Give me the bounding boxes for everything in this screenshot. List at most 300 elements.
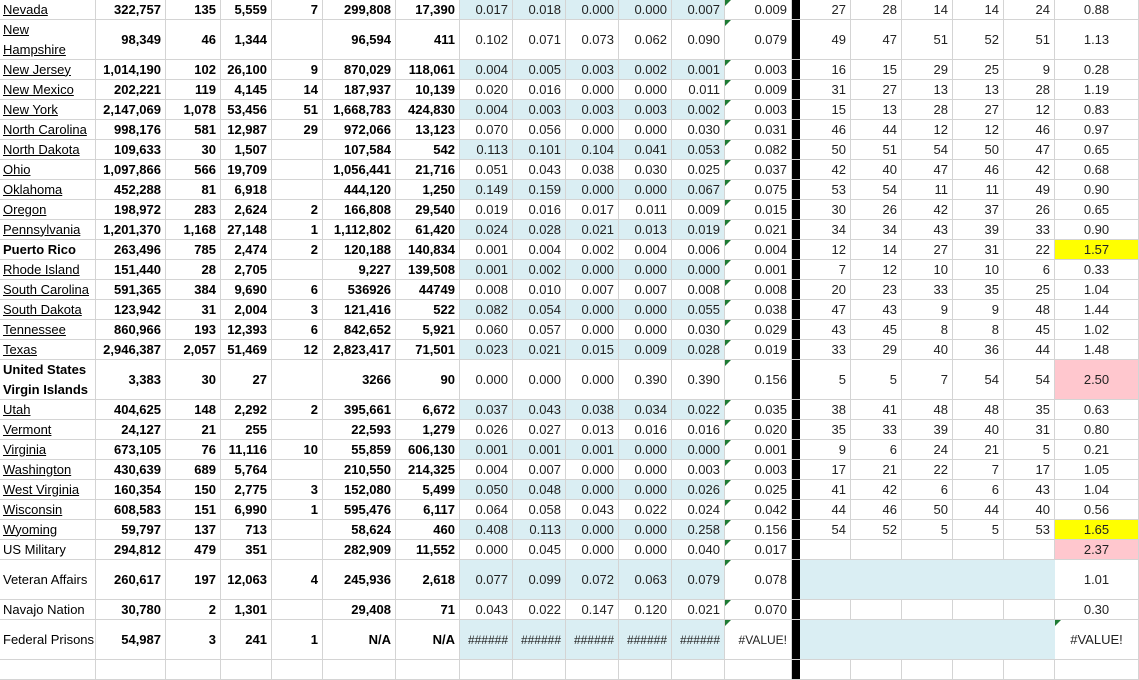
empty-cell[interactable] bbox=[619, 660, 672, 679]
rate-cell[interactable]: 0.000 bbox=[619, 440, 672, 459]
rank-cell[interactable]: 42 bbox=[800, 160, 851, 179]
rate-cell[interactable]: 0.016 bbox=[513, 80, 566, 99]
ratio-cell[interactable]: 0.90 bbox=[1055, 220, 1139, 239]
count-cell[interactable]: 118,061 bbox=[396, 60, 460, 79]
rate-cell[interactable]: 0.070 bbox=[460, 120, 513, 139]
rank-cell[interactable] bbox=[902, 600, 953, 619]
count-cell[interactable]: 673,105 bbox=[96, 440, 166, 459]
average-cell[interactable]: 0.008 bbox=[725, 280, 792, 299]
count-cell[interactable]: 1 bbox=[272, 220, 323, 239]
average-cell[interactable]: 0.017 bbox=[725, 540, 792, 559]
count-cell[interactable]: 24,127 bbox=[96, 420, 166, 439]
rate-cell[interactable]: 0.000 bbox=[566, 260, 619, 279]
state-link[interactable]: Wyoming bbox=[3, 521, 58, 537]
count-cell[interactable]: 2,004 bbox=[221, 300, 272, 319]
average-cell[interactable]: 0.070 bbox=[725, 600, 792, 619]
state-link[interactable]: West Virginia bbox=[3, 481, 80, 497]
rate-cell[interactable]: 0.048 bbox=[513, 480, 566, 499]
rank-cell[interactable] bbox=[851, 600, 902, 619]
count-cell[interactable]: 29,540 bbox=[396, 200, 460, 219]
rank-cell[interactable]: 5 bbox=[800, 360, 851, 399]
rate-cell[interactable]: 0.000 bbox=[566, 520, 619, 539]
rank-cell[interactable]: 9 bbox=[902, 300, 953, 319]
rate-cell[interactable]: 0.000 bbox=[619, 80, 672, 99]
ratio-cell[interactable]: 1.05 bbox=[1055, 460, 1139, 479]
rate-cell[interactable]: 0.120 bbox=[619, 600, 672, 619]
rank-cell[interactable] bbox=[902, 620, 953, 659]
rank-cell[interactable]: 52 bbox=[953, 20, 1004, 59]
rank-cell[interactable]: 37 bbox=[953, 200, 1004, 219]
empty-cell[interactable] bbox=[1004, 660, 1055, 679]
rank-cell[interactable]: 34 bbox=[800, 220, 851, 239]
rate-cell[interactable]: 0.064 bbox=[460, 500, 513, 519]
count-cell[interactable]: 193 bbox=[166, 320, 221, 339]
row-label-cell[interactable] bbox=[0, 220, 96, 239]
rate-cell[interactable]: 0.020 bbox=[460, 80, 513, 99]
count-cell[interactable]: N/A bbox=[396, 620, 460, 659]
row-label-cell[interactable] bbox=[0, 500, 96, 519]
rank-cell[interactable] bbox=[902, 540, 953, 559]
rate-cell[interactable]: 0.072 bbox=[566, 560, 619, 599]
count-cell[interactable]: 2 bbox=[272, 200, 323, 219]
rank-cell[interactable] bbox=[800, 620, 851, 659]
rate-cell[interactable]: 0.000 bbox=[566, 120, 619, 139]
rank-cell[interactable] bbox=[800, 600, 851, 619]
rate-cell[interactable]: 0.007 bbox=[619, 280, 672, 299]
ratio-cell[interactable]: 0.83 bbox=[1055, 100, 1139, 119]
rank-cell[interactable]: 27 bbox=[851, 80, 902, 99]
rate-cell[interactable]: 0.016 bbox=[672, 420, 725, 439]
rank-cell[interactable]: 36 bbox=[953, 340, 1004, 359]
count-cell[interactable]: 29,408 bbox=[323, 600, 396, 619]
rate-cell[interactable]: ###### bbox=[460, 620, 513, 659]
rate-cell[interactable]: 0.004 bbox=[619, 240, 672, 259]
count-cell[interactable]: 1,301 bbox=[221, 600, 272, 619]
count-cell[interactable]: 123,942 bbox=[96, 300, 166, 319]
count-cell[interactable]: 1,201,370 bbox=[96, 220, 166, 239]
count-cell[interactable]: 71,501 bbox=[396, 340, 460, 359]
row-label-cell[interactable] bbox=[0, 180, 96, 199]
rate-cell[interactable]: 0.023 bbox=[460, 340, 513, 359]
average-cell[interactable]: #VALUE! bbox=[725, 620, 792, 659]
rank-cell[interactable]: 22 bbox=[1004, 240, 1055, 259]
rate-cell[interactable]: 0.113 bbox=[513, 520, 566, 539]
count-cell[interactable]: 395,661 bbox=[323, 400, 396, 419]
rate-cell[interactable]: 0.011 bbox=[672, 80, 725, 99]
count-cell[interactable] bbox=[272, 360, 323, 399]
rate-cell[interactable]: 0.043 bbox=[460, 600, 513, 619]
rate-cell[interactable]: 0.101 bbox=[513, 140, 566, 159]
count-cell[interactable]: 2,823,417 bbox=[323, 340, 396, 359]
rate-cell[interactable]: 0.001 bbox=[460, 240, 513, 259]
row-label-cell[interactable] bbox=[0, 360, 96, 399]
count-cell[interactable]: 6 bbox=[272, 280, 323, 299]
average-cell[interactable]: 0.003 bbox=[725, 100, 792, 119]
row-label-cell[interactable] bbox=[0, 560, 96, 599]
rank-cell[interactable] bbox=[953, 600, 1004, 619]
rank-cell[interactable]: 54 bbox=[851, 180, 902, 199]
count-cell[interactable]: 27 bbox=[221, 360, 272, 399]
count-cell[interactable]: 2,292 bbox=[221, 400, 272, 419]
count-cell[interactable]: 139,508 bbox=[396, 260, 460, 279]
count-cell[interactable]: 241 bbox=[221, 620, 272, 659]
rank-cell[interactable]: 10 bbox=[953, 260, 1004, 279]
state-link[interactable]: Texas bbox=[3, 341, 37, 357]
count-cell[interactable]: 120,188 bbox=[323, 240, 396, 259]
row-label-cell[interactable] bbox=[0, 80, 96, 99]
count-cell[interactable]: 6,672 bbox=[396, 400, 460, 419]
average-cell[interactable]: 0.078 bbox=[725, 560, 792, 599]
count-cell[interactable]: 245,936 bbox=[323, 560, 396, 599]
rank-cell[interactable]: 29 bbox=[851, 340, 902, 359]
rank-cell[interactable]: 31 bbox=[1004, 420, 1055, 439]
count-cell[interactable]: 17,390 bbox=[396, 0, 460, 19]
rate-cell[interactable]: 0.024 bbox=[672, 500, 725, 519]
rate-cell[interactable]: 0.000 bbox=[619, 180, 672, 199]
rank-cell[interactable]: 49 bbox=[1004, 180, 1055, 199]
rank-cell[interactable]: 54 bbox=[902, 140, 953, 159]
average-cell[interactable]: 0.009 bbox=[725, 80, 792, 99]
count-cell[interactable]: 202,221 bbox=[96, 80, 166, 99]
rank-cell[interactable]: 9 bbox=[1004, 60, 1055, 79]
rate-cell[interactable]: 0.000 bbox=[566, 300, 619, 319]
rank-cell[interactable]: 12 bbox=[851, 260, 902, 279]
count-cell[interactable]: 7 bbox=[272, 0, 323, 19]
rate-cell[interactable]: 0.021 bbox=[566, 220, 619, 239]
rate-cell[interactable]: 0.028 bbox=[672, 340, 725, 359]
rate-cell[interactable]: 0.000 bbox=[566, 360, 619, 399]
state-link[interactable]: New York bbox=[3, 101, 58, 117]
rate-cell[interactable]: 0.019 bbox=[460, 200, 513, 219]
average-cell[interactable]: 0.031 bbox=[725, 120, 792, 139]
state-link[interactable]: Utah bbox=[3, 401, 31, 417]
rate-cell[interactable]: 0.000 bbox=[566, 180, 619, 199]
count-cell[interactable]: 58,624 bbox=[323, 520, 396, 539]
rank-cell[interactable] bbox=[953, 620, 1004, 659]
rank-cell[interactable]: 31 bbox=[953, 240, 1004, 259]
rank-cell[interactable]: 34 bbox=[851, 220, 902, 239]
count-cell[interactable]: 785 bbox=[166, 240, 221, 259]
rate-cell[interactable]: 0.017 bbox=[460, 0, 513, 19]
rate-cell[interactable]: 0.013 bbox=[619, 220, 672, 239]
rank-cell[interactable]: 42 bbox=[1004, 160, 1055, 179]
rate-cell[interactable]: 0.009 bbox=[672, 200, 725, 219]
rank-cell[interactable]: 43 bbox=[851, 300, 902, 319]
average-cell[interactable]: 0.003 bbox=[725, 60, 792, 79]
rate-cell[interactable]: 0.063 bbox=[619, 560, 672, 599]
rate-cell[interactable]: 0.043 bbox=[566, 500, 619, 519]
rate-cell[interactable]: 0.000 bbox=[619, 120, 672, 139]
rate-cell[interactable]: 0.000 bbox=[513, 360, 566, 399]
rank-cell[interactable]: 41 bbox=[851, 400, 902, 419]
ratio-cell[interactable]: 1.65 bbox=[1055, 520, 1139, 539]
rank-cell[interactable]: 39 bbox=[953, 220, 1004, 239]
row-label-cell[interactable] bbox=[0, 60, 96, 79]
row-label-cell[interactable] bbox=[0, 20, 96, 59]
rate-cell[interactable]: 0.408 bbox=[460, 520, 513, 539]
rank-cell[interactable]: 12 bbox=[953, 120, 1004, 139]
count-cell[interactable]: 51,469 bbox=[221, 340, 272, 359]
count-cell[interactable]: 282,909 bbox=[323, 540, 396, 559]
rank-cell[interactable]: 44 bbox=[800, 500, 851, 519]
empty-cell[interactable] bbox=[902, 660, 953, 679]
count-cell[interactable]: 430,639 bbox=[96, 460, 166, 479]
count-cell[interactable]: 351 bbox=[221, 540, 272, 559]
count-cell[interactable]: 6,918 bbox=[221, 180, 272, 199]
rate-cell[interactable]: 0.045 bbox=[513, 540, 566, 559]
ratio-cell[interactable]: 0.33 bbox=[1055, 260, 1139, 279]
count-cell[interactable]: 197 bbox=[166, 560, 221, 599]
rank-cell[interactable]: 46 bbox=[800, 120, 851, 139]
row-label-cell[interactable] bbox=[0, 240, 96, 259]
state-link[interactable]: Wisconsin bbox=[3, 501, 63, 517]
count-cell[interactable]: 5,499 bbox=[396, 480, 460, 499]
count-cell[interactable]: 10 bbox=[272, 440, 323, 459]
rank-cell[interactable]: 47 bbox=[1004, 140, 1055, 159]
rate-cell[interactable]: 0.022 bbox=[513, 600, 566, 619]
count-cell[interactable]: 1 bbox=[272, 500, 323, 519]
count-cell[interactable]: 2 bbox=[166, 600, 221, 619]
count-cell[interactable]: 972,066 bbox=[323, 120, 396, 139]
rank-cell[interactable]: 12 bbox=[1004, 100, 1055, 119]
count-cell[interactable]: 46 bbox=[166, 20, 221, 59]
empty-cell[interactable] bbox=[725, 660, 792, 679]
rate-cell[interactable]: 0.050 bbox=[460, 480, 513, 499]
count-cell[interactable]: 1,112,802 bbox=[323, 220, 396, 239]
rank-cell[interactable]: 30 bbox=[800, 200, 851, 219]
ratio-cell[interactable]: 0.56 bbox=[1055, 500, 1139, 519]
state-link[interactable]: Rhode Island bbox=[3, 261, 80, 277]
average-cell[interactable]: 0.015 bbox=[725, 200, 792, 219]
rate-cell[interactable]: 0.008 bbox=[672, 280, 725, 299]
count-cell[interactable]: 294,812 bbox=[96, 540, 166, 559]
rate-cell[interactable]: 0.000 bbox=[566, 460, 619, 479]
count-cell[interactable] bbox=[272, 260, 323, 279]
count-cell[interactable]: 1 bbox=[272, 620, 323, 659]
state-link[interactable]: Tennessee bbox=[3, 321, 66, 337]
rank-cell[interactable]: 8 bbox=[902, 320, 953, 339]
rank-cell[interactable] bbox=[1004, 560, 1055, 599]
state-link[interactable]: New Hampshire bbox=[3, 21, 66, 57]
average-cell[interactable]: 0.082 bbox=[725, 140, 792, 159]
rate-cell[interactable]: 0.005 bbox=[513, 60, 566, 79]
rate-cell[interactable]: 0.104 bbox=[566, 140, 619, 159]
count-cell[interactable]: 13,123 bbox=[396, 120, 460, 139]
ratio-cell[interactable]: 1.04 bbox=[1055, 480, 1139, 499]
ratio-cell[interactable]: 1.04 bbox=[1055, 280, 1139, 299]
state-link[interactable]: Washington bbox=[3, 461, 72, 477]
ratio-cell[interactable]: 1.13 bbox=[1055, 20, 1139, 59]
count-cell[interactable]: 424,830 bbox=[396, 100, 460, 119]
rate-cell[interactable]: 0.002 bbox=[513, 260, 566, 279]
rate-cell[interactable]: 0.390 bbox=[672, 360, 725, 399]
count-cell[interactable]: 14 bbox=[272, 80, 323, 99]
rank-cell[interactable]: 42 bbox=[902, 200, 953, 219]
rank-cell[interactable]: 48 bbox=[953, 400, 1004, 419]
count-cell[interactable]: 31 bbox=[166, 300, 221, 319]
rate-cell[interactable]: 0.000 bbox=[619, 540, 672, 559]
rank-cell[interactable]: 17 bbox=[800, 460, 851, 479]
rank-cell[interactable]: 33 bbox=[851, 420, 902, 439]
rank-cell[interactable]: 26 bbox=[851, 200, 902, 219]
ratio-cell[interactable]: #VALUE! bbox=[1055, 620, 1139, 659]
rate-cell[interactable]: 0.037 bbox=[460, 400, 513, 419]
rate-cell[interactable]: 0.004 bbox=[513, 240, 566, 259]
count-cell[interactable] bbox=[272, 520, 323, 539]
rank-cell[interactable]: 24 bbox=[902, 440, 953, 459]
rank-cell[interactable]: 27 bbox=[902, 240, 953, 259]
rate-cell[interactable]: 0.079 bbox=[672, 560, 725, 599]
count-cell[interactable]: 2,474 bbox=[221, 240, 272, 259]
row-label-cell[interactable] bbox=[0, 160, 96, 179]
rank-cell[interactable]: 13 bbox=[953, 80, 1004, 99]
rank-cell[interactable] bbox=[953, 540, 1004, 559]
row-label-cell[interactable] bbox=[0, 320, 96, 339]
count-cell[interactable]: 137 bbox=[166, 520, 221, 539]
count-cell[interactable]: 55,859 bbox=[323, 440, 396, 459]
rank-cell[interactable] bbox=[1004, 620, 1055, 659]
count-cell[interactable]: 5,559 bbox=[221, 0, 272, 19]
rank-cell[interactable]: 23 bbox=[851, 280, 902, 299]
count-cell[interactable]: 11,552 bbox=[396, 540, 460, 559]
rate-cell[interactable]: 0.026 bbox=[672, 480, 725, 499]
rate-cell[interactable]: 0.021 bbox=[513, 340, 566, 359]
rate-cell[interactable]: 0.030 bbox=[672, 120, 725, 139]
rank-cell[interactable]: 43 bbox=[800, 320, 851, 339]
row-label-cell[interactable] bbox=[0, 0, 96, 19]
rate-cell[interactable]: 0.147 bbox=[566, 600, 619, 619]
row-label-cell[interactable] bbox=[0, 420, 96, 439]
rate-cell[interactable]: 0.004 bbox=[460, 100, 513, 119]
rank-cell[interactable] bbox=[800, 560, 851, 599]
rank-cell[interactable]: 46 bbox=[953, 160, 1004, 179]
row-label-cell[interactable] bbox=[0, 540, 96, 559]
rank-cell[interactable]: 14 bbox=[953, 0, 1004, 19]
empty-cell[interactable] bbox=[672, 660, 725, 679]
rate-cell[interactable]: 0.000 bbox=[619, 480, 672, 499]
rank-cell[interactable] bbox=[851, 620, 902, 659]
rate-cell[interactable]: 0.026 bbox=[460, 420, 513, 439]
rate-cell[interactable]: 0.000 bbox=[672, 260, 725, 279]
count-cell[interactable]: 187,937 bbox=[323, 80, 396, 99]
rank-cell[interactable]: 43 bbox=[1004, 480, 1055, 499]
count-cell[interactable]: 30 bbox=[166, 140, 221, 159]
count-cell[interactable]: 1,168 bbox=[166, 220, 221, 239]
rate-cell[interactable]: 0.022 bbox=[672, 400, 725, 419]
rate-cell[interactable]: 0.007 bbox=[672, 0, 725, 19]
row-label-cell[interactable] bbox=[0, 280, 96, 299]
count-cell[interactable]: 28 bbox=[166, 260, 221, 279]
count-cell[interactable]: 299,808 bbox=[323, 0, 396, 19]
count-cell[interactable]: 22,593 bbox=[323, 420, 396, 439]
average-cell[interactable]: 0.001 bbox=[725, 260, 792, 279]
empty-cell[interactable] bbox=[851, 660, 902, 679]
rank-cell[interactable]: 35 bbox=[953, 280, 1004, 299]
count-cell[interactable]: 6,117 bbox=[396, 500, 460, 519]
count-cell[interactable]: 542 bbox=[396, 140, 460, 159]
rate-cell[interactable]: 0.000 bbox=[619, 460, 672, 479]
empty-cell[interactable] bbox=[800, 660, 851, 679]
rank-cell[interactable] bbox=[800, 540, 851, 559]
rate-cell[interactable]: 0.113 bbox=[460, 140, 513, 159]
rate-cell[interactable]: 0.003 bbox=[566, 60, 619, 79]
row-label-cell[interactable] bbox=[0, 440, 96, 459]
rate-cell[interactable]: 0.060 bbox=[460, 320, 513, 339]
rate-cell[interactable]: 0.001 bbox=[513, 440, 566, 459]
row-label-cell[interactable] bbox=[0, 400, 96, 419]
rank-cell[interactable]: 33 bbox=[1004, 220, 1055, 239]
average-cell[interactable]: 0.019 bbox=[725, 340, 792, 359]
rank-cell[interactable]: 7 bbox=[800, 260, 851, 279]
count-cell[interactable]: 107,584 bbox=[323, 140, 396, 159]
rank-cell[interactable]: 15 bbox=[851, 60, 902, 79]
rate-cell[interactable]: 0.000 bbox=[566, 320, 619, 339]
ratio-cell[interactable]: 1.02 bbox=[1055, 320, 1139, 339]
row-label-cell[interactable] bbox=[0, 200, 96, 219]
count-cell[interactable]: 260,617 bbox=[96, 560, 166, 599]
rate-cell[interactable]: 0.016 bbox=[619, 420, 672, 439]
rank-cell[interactable]: 53 bbox=[1004, 520, 1055, 539]
rate-cell[interactable]: 0.067 bbox=[672, 180, 725, 199]
row-label-cell[interactable] bbox=[0, 120, 96, 139]
rate-cell[interactable]: 0.009 bbox=[619, 340, 672, 359]
rank-cell[interactable]: 28 bbox=[902, 100, 953, 119]
count-cell[interactable]: 536926 bbox=[323, 280, 396, 299]
rank-cell[interactable]: 51 bbox=[902, 20, 953, 59]
rank-cell[interactable]: 5 bbox=[851, 360, 902, 399]
rank-cell[interactable]: 40 bbox=[851, 160, 902, 179]
count-cell[interactable]: 9 bbox=[272, 60, 323, 79]
rate-cell[interactable]: 0.021 bbox=[672, 600, 725, 619]
count-cell[interactable]: 102 bbox=[166, 60, 221, 79]
rank-cell[interactable]: 47 bbox=[851, 20, 902, 59]
rank-cell[interactable] bbox=[902, 560, 953, 599]
rank-cell[interactable]: 50 bbox=[800, 140, 851, 159]
rate-cell[interactable]: 0.000 bbox=[672, 440, 725, 459]
rank-cell[interactable]: 33 bbox=[902, 280, 953, 299]
rank-cell[interactable]: 51 bbox=[1004, 20, 1055, 59]
average-cell[interactable]: 0.156 bbox=[725, 360, 792, 399]
ratio-cell[interactable]: 0.80 bbox=[1055, 420, 1139, 439]
rate-cell[interactable]: 0.159 bbox=[513, 180, 566, 199]
rate-cell[interactable]: 0.038 bbox=[566, 400, 619, 419]
ratio-cell[interactable]: 0.68 bbox=[1055, 160, 1139, 179]
count-cell[interactable]: 2 bbox=[272, 400, 323, 419]
rate-cell[interactable]: 0.027 bbox=[513, 420, 566, 439]
rank-cell[interactable]: 5 bbox=[1004, 440, 1055, 459]
empty-cell[interactable] bbox=[221, 660, 272, 679]
empty-cell[interactable] bbox=[166, 660, 221, 679]
rank-cell[interactable]: 12 bbox=[902, 120, 953, 139]
count-cell[interactable]: 160,354 bbox=[96, 480, 166, 499]
count-cell[interactable]: 96,594 bbox=[323, 20, 396, 59]
rank-cell[interactable]: 15 bbox=[800, 100, 851, 119]
count-cell[interactable]: 255 bbox=[221, 420, 272, 439]
count-cell[interactable]: 1,344 bbox=[221, 20, 272, 59]
ratio-cell[interactable]: 1.57 bbox=[1055, 240, 1139, 259]
rate-cell[interactable]: 0.013 bbox=[566, 420, 619, 439]
rank-cell[interactable]: 43 bbox=[902, 220, 953, 239]
rate-cell[interactable]: 0.028 bbox=[513, 220, 566, 239]
rank-cell[interactable]: 26 bbox=[1004, 200, 1055, 219]
rate-cell[interactable]: 0.000 bbox=[619, 0, 672, 19]
ratio-cell[interactable]: 0.90 bbox=[1055, 180, 1139, 199]
count-cell[interactable]: 9,227 bbox=[323, 260, 396, 279]
row-label-cell[interactable] bbox=[0, 260, 96, 279]
count-cell[interactable]: 842,652 bbox=[323, 320, 396, 339]
rank-cell[interactable]: 16 bbox=[800, 60, 851, 79]
ratio-cell[interactable]: 1.44 bbox=[1055, 300, 1139, 319]
